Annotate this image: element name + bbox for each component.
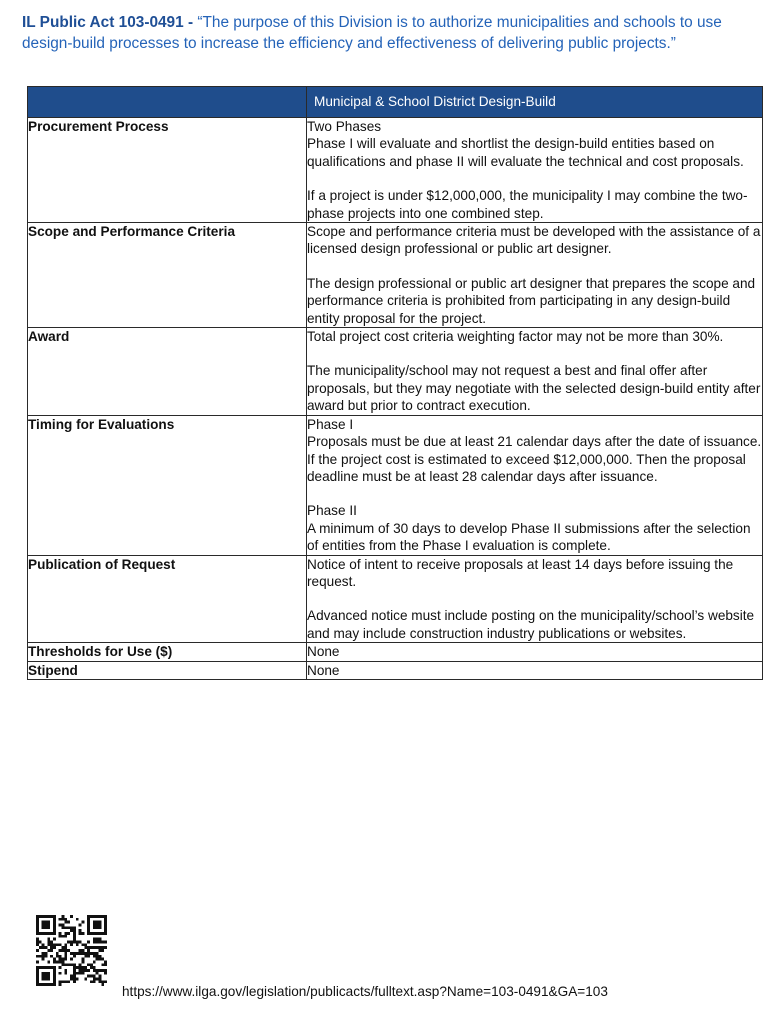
act-title: IL Public Act 103-0491 - [22,14,194,31]
table-row [28,415,763,555]
table-row [28,328,763,416]
row-label: Award [28,328,307,416]
content-paragraph: Two Phases Phase I will evaluate and shortlist the design-build entities based on qualifications and phase II will evaluate the technical and cost proposals. [307,119,744,169]
row-content [307,223,763,328]
source-url: https://www.ilga.gov/legislation/publicacts/fulltext.asp?Name=103-0491&GA=103 [122,984,608,999]
content-paragraph: None [307,644,340,660]
row-label: Thresholds for Use ($) [28,643,307,661]
row-label: Publication of Request [28,555,307,643]
content-paragraph: Scope and performance criteria must be developed with the assistance of a licensed design professional or public art designer. [307,224,761,257]
row-label: Timing for Evaluations [28,415,307,555]
row-content [307,661,763,679]
content-paragraph: Advanced notice must include posting on the municipality/school’s website and may include construction industry publications or websites. [307,608,755,641]
table-row [28,643,763,661]
content-paragraph: Notice of intent to receive proposals at least 14 days before issuing the request. [307,556,734,589]
table-row [28,661,763,679]
header-cell-blank [28,87,307,118]
row-content [307,415,763,555]
row-content [307,118,763,223]
purpose-quote: “The purpose of this Division is to authorize municipalities and schools to use design-build processes to increase the efficiency and effectiveness of delivering public projects.” [22,14,722,52]
content-paragraph: If a project is under $12,000,000, the municipality I may combine the two-phase projects into one combined step. [307,188,748,221]
table-header-row [28,87,763,118]
design-build-table [27,86,763,680]
row-content [307,643,763,661]
row-label: Scope and Performance Criteria [28,223,307,328]
content-paragraph: Phase I Proposals must be due at least 21 calendar days after the date of issuance. If the project cost is estimated to exceed $12,000,000. Then the proposal deadline must be at least 28 calendar days after issuance. [307,416,762,484]
table-row [28,555,763,643]
header-cell-design-build: Municipal & School District Design-Build [307,87,763,118]
table-body [28,118,763,680]
content-paragraph: Total project cost criteria weighting factor may not be more than 30%. [307,329,724,345]
table-row [28,118,763,223]
intro-statement [22,12,762,54]
content-paragraph: Phase II A minimum of 30 days to develop Phase II submissions after the selection of entities from the Phase I evaluation is complete. [307,503,751,554]
row-label: Stipend [28,661,307,679]
table-row [28,223,763,328]
content-paragraph: The municipality/school may not request a best and final offer after proposals, but they may negotiate with the selected design-build entity after award but prior to contract execution. [307,363,761,414]
content-paragraph: The design professional or public art designer that prepares the scope and performance criteria is prohibited from participating in any design-build entity proposal for the project. [307,275,756,326]
row-label: Procurement Process [28,118,307,223]
row-content [307,328,763,416]
content-paragraph: None [307,662,340,678]
qr-code-icon [36,915,107,986]
row-content [307,555,763,643]
